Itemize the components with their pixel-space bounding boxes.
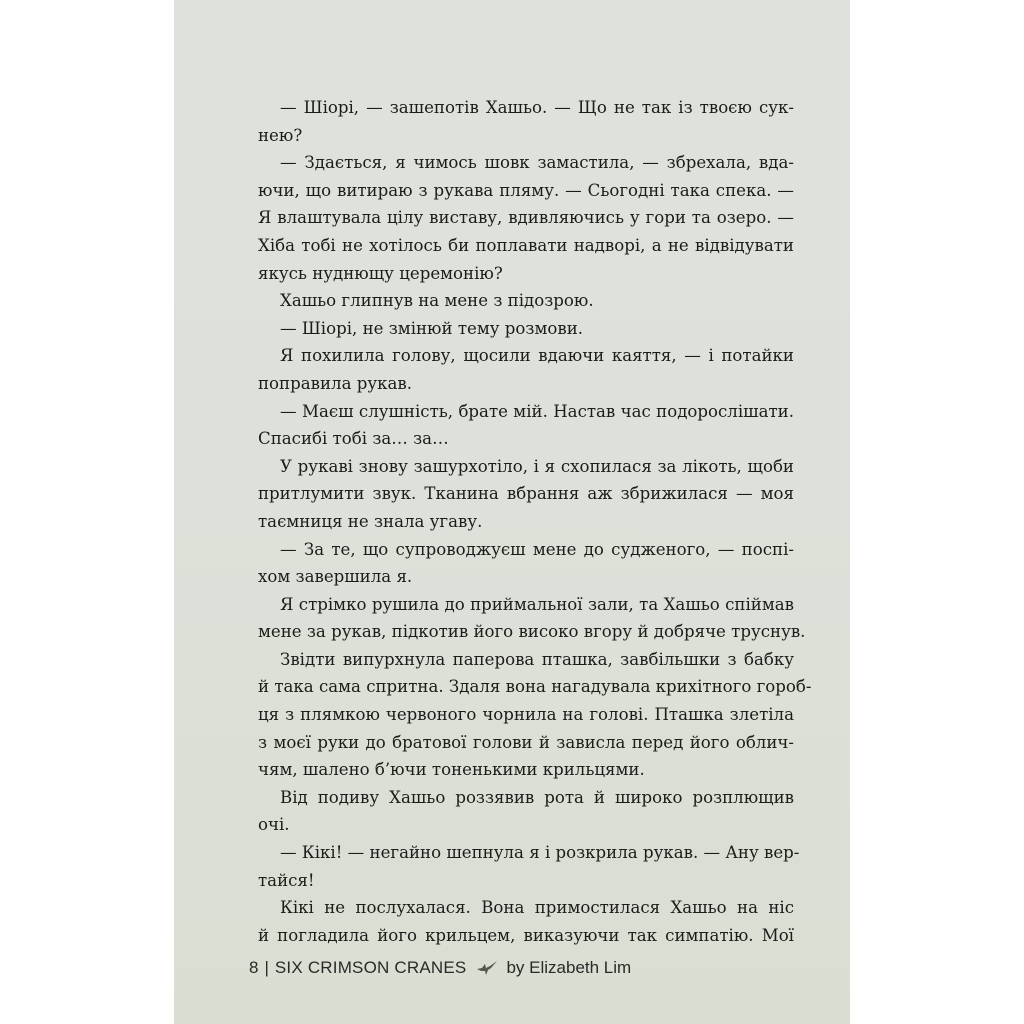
page-number: 8 [249, 958, 259, 977]
text-line: й така сама спритна. Здаля вона нагадувала крихітного гороб- [258, 677, 812, 697]
text-line: чям, шалено б’ючи тоненькими крильцями. [258, 760, 645, 780]
text-line: ця з плямкою червоного чорнила на голові. Пташка злетіла [258, 705, 794, 725]
footer-separator: | [264, 958, 269, 977]
book-page [174, 0, 850, 1024]
text-line: Звідти випурхнула паперова пташка, завбільшки з бабку [280, 649, 794, 669]
text-line: тайся! [258, 870, 315, 890]
author: by Elizabeth Lim [506, 958, 632, 977]
text-line: — Кікі! — негайно шепнула я і розкрила рукав. — Ану вер- [280, 843, 800, 863]
text-line: Хашьо глипнув на мене з підозрою. [280, 291, 594, 311]
text-line: очі. [258, 815, 290, 835]
text-line: таємниця не знала угаву. [258, 511, 483, 531]
text-line: Я похилила голову, щосили вдаючи каяття, — і потайки [280, 346, 794, 366]
text-line: мене за рукав, підкотив його високо вгору й добряче труснув. [258, 622, 806, 642]
text-line: — За те, що супроводжуєш мене до судженого, — поспі- [280, 539, 794, 559]
page-footer [249, 958, 631, 978]
text-line: — Шіорі, не змінюй тему розмови. [280, 318, 584, 338]
text-line: ючи, що витираю з рукава пляму. — Сьогодні така спека. — [258, 180, 794, 200]
book-title: SIX CRIMSON CRANES [274, 958, 467, 977]
text-line: з моєї руки до братової голови й зависла перед його облич- [258, 732, 794, 752]
text-line: — Шіорі, — зашепотів Хашьо. — Що не так із твоєю сук- [280, 98, 794, 117]
text-line: У рукаві знову зашурхотіло, і я схопилася за лікоть, щоби [280, 456, 794, 476]
text-line: хом завершила я. [258, 567, 413, 587]
text-line: й погладила його крильцем, виказуючи так симпатію. Мої [258, 925, 794, 945]
text-line: Я влаштувала цілу виставу, вдивляючись у гори та озеро. — [258, 208, 794, 228]
text-line: якусь нуднющу церемонію? [258, 263, 503, 283]
text-line: притлумити звук. Тканина вбрання аж збрижилася — моя [258, 484, 794, 504]
text-line: Я стрімко рушила до приймальної зали, та Хашьо спіймав [280, 594, 794, 614]
text-line: — Здається, я чимось шовк замастила, — збрехала, вда- [280, 153, 794, 173]
text-line: — Маєш слушність, брате мій. Настав час подорослішати. [280, 401, 794, 421]
text-line: Хіба тобі не хотілось би поплавати надворі, а не відвідувати [258, 235, 794, 255]
body-text [258, 94, 812, 949]
text-line: поправила рукав. [258, 373, 413, 393]
text-line: Спасибі тобі за… за… [258, 429, 449, 449]
crane-icon [476, 960, 498, 976]
text-line: Від подиву Хашьо роззявив рота й широко розплющив [280, 787, 794, 807]
text-line: Кікі не послухалася. Вона примостилася Хашьо на ніс [280, 898, 794, 918]
text-line: нею? [258, 125, 303, 145]
